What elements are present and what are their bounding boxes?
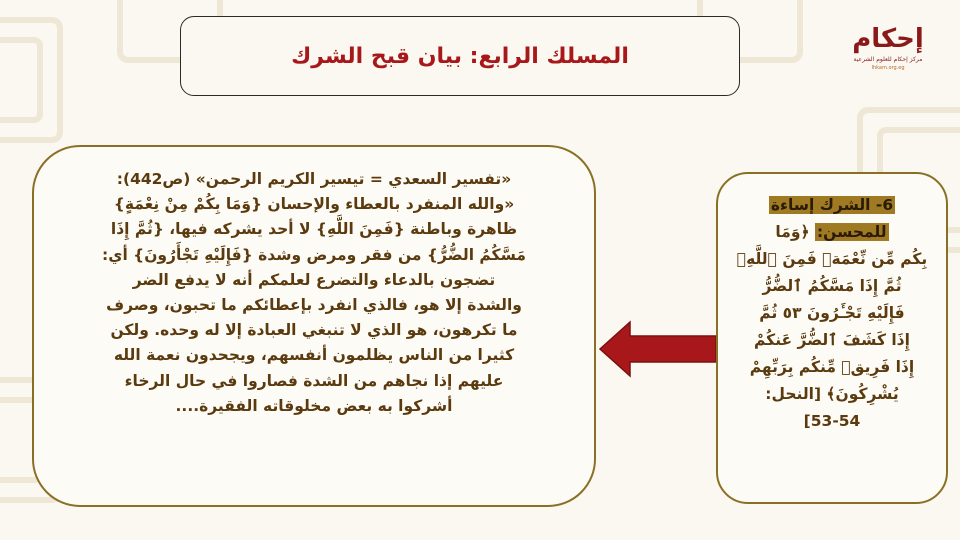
verse-text [732,192,932,435]
tafsir-line: مَسَّكُمُ الضُّرُّ} من فقر ومرض وشدة {فَإِلَيْهِ تَجْأَرُونَ} أي: [102,245,526,264]
verse-reference: 53-54] [803,412,861,430]
verse-start: ﴿وَمَا [775,223,810,241]
verse-line: إِذَا كَشَفَ ٱلضُّرَّ عَنكُمْ [754,331,910,349]
tafsir-line: ظاهرة وباطنة {فَمِنَ اللَّهِ} لا أحد يشركه فيها، {ثُمَّ إِذَا [110,220,518,239]
verse-line: فَإِلَيْهِ تَجْـَٔرُونَ ٥٣ ثُمَّ [759,304,905,322]
logo-name: إحكام [852,24,924,54]
verse-line: يُشْرِكُونَ﴾ [النحل: [765,385,899,403]
logo [842,22,934,92]
tafsir-line: تضجون بالدعاء والتضرع لعلمكم أنه لا يدفع الضر [132,270,496,289]
verse-line: بِكُم مِّن نِّعْمَةٖ فَمِنَ ٱللَّهِۖ [736,250,928,268]
tafsir-line: «تفسير السعدي = تيسير الكريم الرحمن» (ص442): [116,170,512,188]
tafsir-line: والشدة إلا هو، فالذي انفرد بإعطائكم ما تحبون، وصرف [106,296,522,315]
tafsir-line: ما تكرهون، هو الذي لا تنبغي العبادة إلا له وحده. ولكن [110,321,518,340]
tafsir-line: «والله المنفرد بالعطاء والإحسان {وَمَا بِكُمْ مِنْ نِعْمَةٍ} [113,195,515,214]
verse-line: إِذَا فَرِيقٞ مِّنكُم بِرَبِّهِمْ [749,358,915,376]
verse-heading-cont: للمحسن: [816,223,887,241]
tafsir-line: عليهم إذا نجاهم من الشدة فصاروا في حال الرخاء [124,371,504,390]
verse-panel [716,172,948,504]
tafsir-line: كثيرا من الناس يظلمون أنفسهم، ويجحدون نعمة الله [113,346,515,365]
verse-heading: 6- الشرك إساءة [770,196,894,214]
tafsir-text [60,167,568,419]
slide-title: المسلك الرابع: بيان قبح الشرك [291,43,629,69]
verse-line: ثُمَّ إِذَا مَسَّكُمُ ٱلضُّرُّ [762,277,902,295]
title-box [180,16,740,96]
logo-subtitle: مركز إحكام للعلوم الشرعية [853,56,923,63]
tafsir-line: أشركوا به بعض مخلوقاته الفقيرة.... [175,396,453,415]
tafsir-panel [32,145,596,507]
arrow-left-icon [596,318,720,380]
logo-tagline: Ihkam.org.eg [871,65,905,71]
